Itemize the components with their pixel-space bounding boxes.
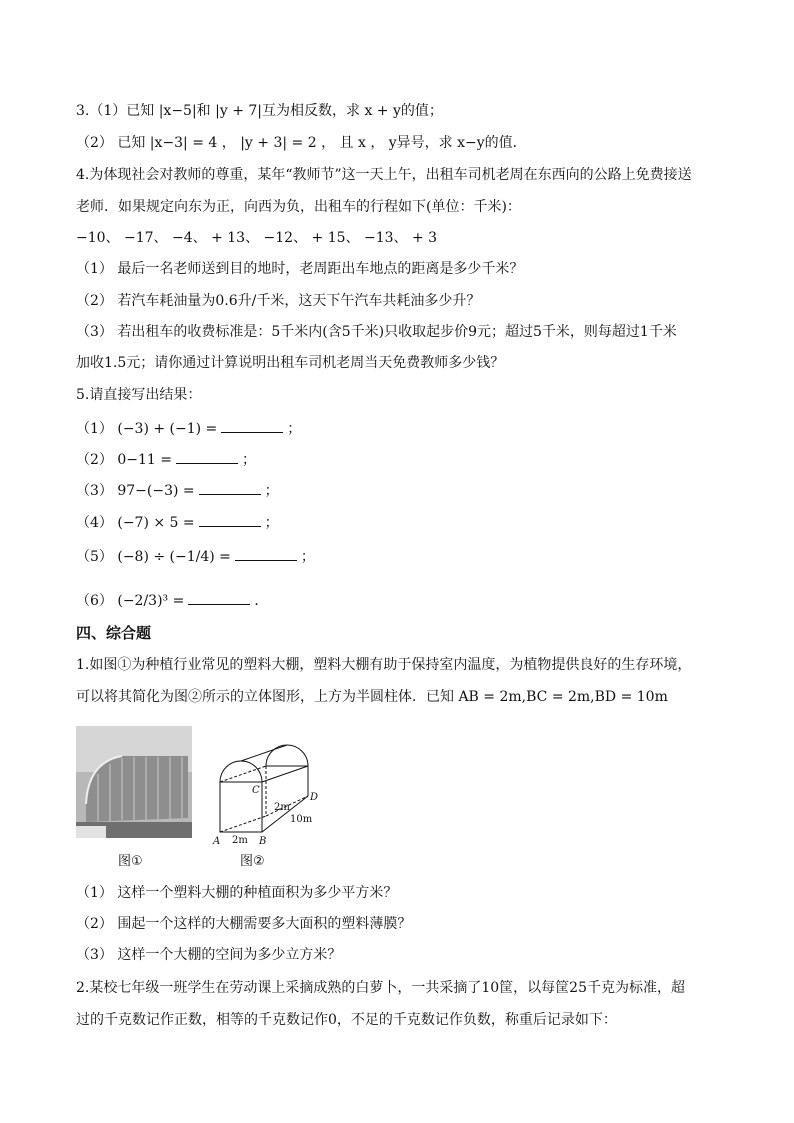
q5-item3: [76, 480, 279, 500]
answer-blank[interactable]: [221, 418, 283, 433]
label-D: D: [310, 792, 319, 803]
figure1-caption: 图①: [118, 854, 143, 869]
q5-item5-end: ；: [300, 549, 315, 565]
q5-item3-text: （3） 97−(−3) =: [76, 483, 195, 499]
q4-part3-line2: 加收1.5元；请你通过计算说明出租车司机老周当天免费教师多少钱？: [76, 355, 505, 371]
q5-item4-text: （4） (−7) × 5 =: [76, 515, 195, 531]
q5-item4: [76, 512, 279, 532]
section-heading: 四、综合题: [76, 624, 152, 642]
q5-item2-end: ；: [242, 452, 256, 468]
label-C: C: [252, 785, 260, 796]
q5-item2: [76, 449, 256, 469]
label-B: B: [259, 836, 267, 847]
answer-blank[interactable]: [188, 590, 250, 605]
q4-intro-line1: 4.为体现社会对教师的尊重，某年“教师节”这一天上午，出租车司机老周在东西向的公路上免费接送: [76, 167, 692, 183]
q4-part1: （1） 最后一名老师送到目的地时，老周距出车地点的距离是多少千米？: [76, 261, 524, 277]
greenhouse-photo: [76, 726, 192, 838]
q5-item2-text: （2） 0−11 =: [76, 452, 172, 468]
q5-item1-end: ；: [287, 421, 302, 437]
q3-part2: （2） 已知 |x−3| = 4 ， |y + 3| = 2 ， 且 x ， y异号，求 x−y的值．: [76, 135, 527, 151]
figure2-caption: 图②: [240, 854, 265, 869]
greenhouse-diagram: [212, 718, 322, 848]
q5-item4-end: ；: [264, 515, 279, 531]
label-ab: 2m: [232, 835, 248, 846]
label-A: A: [213, 836, 221, 847]
q4-data: −10、 −17、 −4、 + 13、 −12、 + 15、 −13、 + 3: [76, 230, 438, 246]
c1-intro-line2: 可以将其简化为图②所示的立体图形，上方为半圆柱体．已知 AB = 2m,BC = 2m,BD = 10m: [76, 689, 668, 705]
q5-item6-text: （6） (−2/3)³ =: [76, 593, 185, 609]
c1-part1: （1） 这样一个塑料大棚的种植面积为多少平方米？: [76, 885, 398, 901]
label-bd: 10m: [290, 814, 313, 825]
c2-intro-line2: 过的千克数记作正数，相等的千克数记作0，不足的千克数记作负数，称重后记录如下：: [76, 1012, 617, 1028]
label-bc: 2m: [274, 802, 290, 813]
q5-intro: 5.请直接写出结果：: [76, 387, 202, 403]
answer-blank[interactable]: [199, 480, 261, 495]
q5-item1: [76, 418, 301, 438]
q4-part2: （2） 若汽车耗油量为0.6升/千米，这天下午汽车共耗油多少升？: [76, 293, 481, 309]
q5-item5-text: （5） (−8) ÷ (−1/4) =: [76, 549, 231, 565]
c1-intro-line1: 1.如图①为种植行业常见的塑料大棚，塑料大棚有助于保持室内温度，为植物提供良好的生存环境，: [76, 657, 692, 673]
answer-blank[interactable]: [235, 546, 297, 561]
answer-blank[interactable]: [176, 449, 238, 464]
q4-part3-line1: （3） 若出租车的收费标准是：5千米内(含5千米)只收取起步价9元；超过5千米，则每超过1千米: [76, 324, 677, 340]
q5-item6-end: ．: [254, 593, 269, 609]
q3-part1: 3.（1）已知 |x−5|和 |y + 7|互为相反数，求 x + y的值；: [76, 103, 443, 119]
c2-intro-line1: 2.某校七年级一班学生在劳动课上采摘成熟的白萝卜，一共采摘了10筐，以每筐25千克为标准，超: [76, 980, 685, 996]
q5-item6: [76, 590, 268, 610]
c1-part2: （2） 围起一个这样的大棚需要多大面积的塑料薄膜？: [76, 916, 412, 932]
q5-item5: [76, 546, 315, 566]
answer-blank[interactable]: [199, 512, 261, 527]
q4-intro-line2: 老师．如果规定向东为正，向西为负，出租车的行程如下(单位：千米)：: [76, 199, 521, 215]
c1-part3: （3） 这样一个大棚的空间为多少立方米？: [76, 947, 342, 963]
q5-item3-end: ；: [264, 483, 279, 499]
q5-item1-text: （1） (−3) + (−1) =: [76, 421, 218, 437]
